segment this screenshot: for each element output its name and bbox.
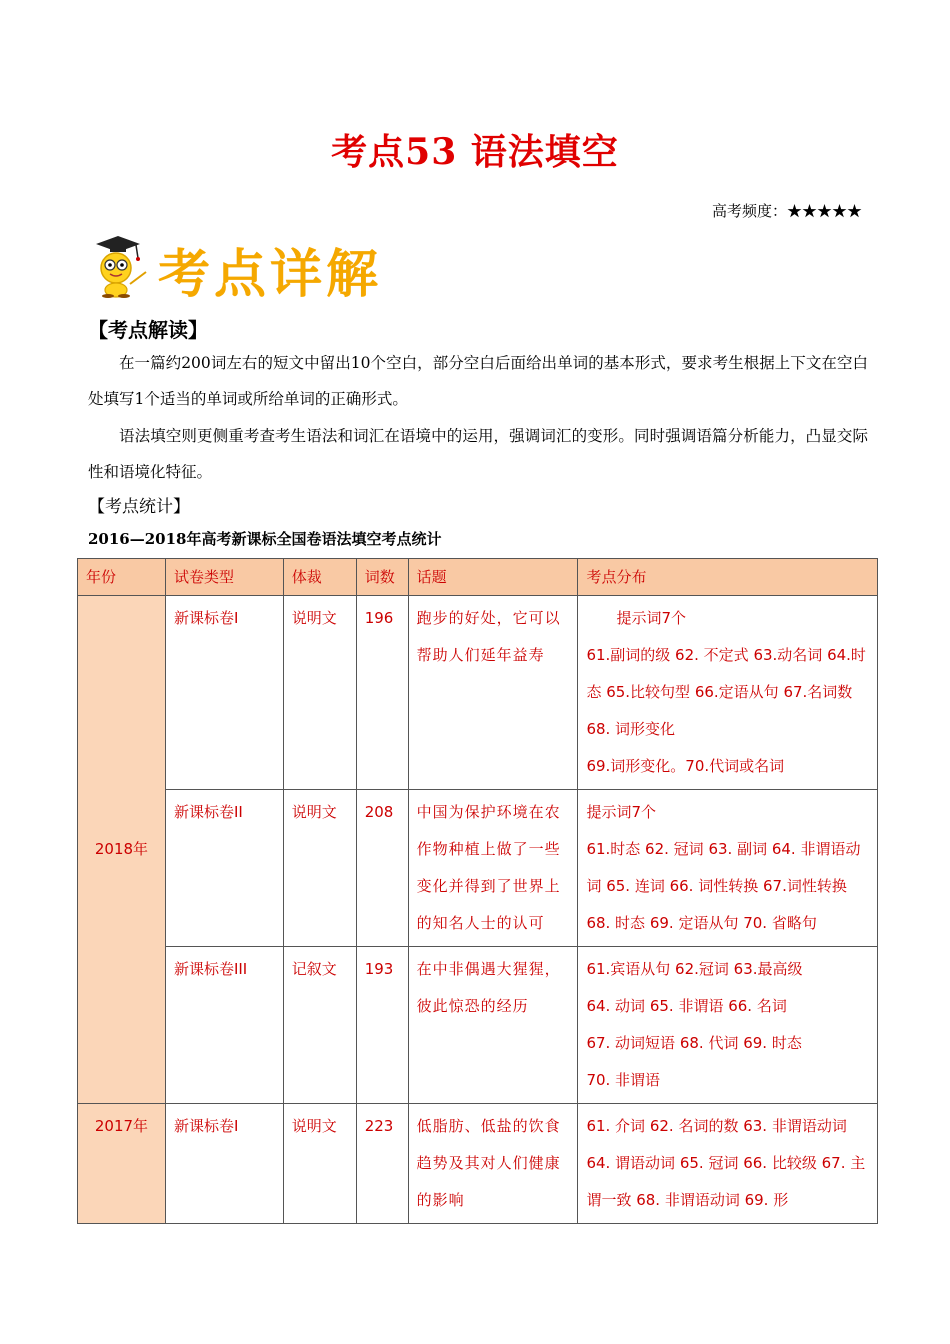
paragraph-2: 语法填空则更侧重考查考生语法和词汇在语境中的运用，强调词汇的变形。同时强调语篇分析能力，凸显交际性和语境化特征。 xyxy=(88,427,868,481)
header-genre: 体裁 xyxy=(283,559,356,596)
table-title: 2016—2018年高考新课标全国卷语法填空考点统计 xyxy=(88,530,442,548)
year-cell-2017: 2017年 xyxy=(78,1104,166,1224)
header-points: 考点分布 xyxy=(578,559,878,596)
topic-cell: 低脂肪、低盐的饮食趋势及其对人们健康的影响 xyxy=(408,1104,578,1224)
table-row xyxy=(78,790,878,947)
frequency-label: 高考频度： xyxy=(711,202,787,220)
genre-cell: 记叙文 xyxy=(283,947,356,1104)
points-cell: 提示词7个 61.副词的级 62. 不定式 63.动名词 64.时态 65.比较句型 66.定语从句 67.名词数 68. 词形变化 69.词形变化。70.代词或名词 xyxy=(578,596,878,790)
words-cell: 193 xyxy=(356,947,408,1104)
header-year: 年份 xyxy=(78,559,166,596)
genre-cell: 说明文 xyxy=(283,596,356,790)
topic-cell: 跑步的好处，它可以帮助人们延年益寿 xyxy=(408,596,578,790)
year-cell-2018: 2018年 xyxy=(78,596,166,1104)
table-row xyxy=(78,1104,878,1224)
frequency-stars: ★★★★★ xyxy=(786,202,862,220)
page-title: 考点53 语法填空 xyxy=(331,131,619,173)
words-cell: 196 xyxy=(356,596,408,790)
paper-cell: 新课标卷I xyxy=(165,1104,283,1224)
topic-cell: 中国为保护环境在农作物种植上做了一些变化并得到了世界上的知名人士的认可 xyxy=(408,790,578,947)
section-heading-statistics: 【考点统计】 xyxy=(88,497,190,517)
points-cell: 提示词7个 61.时态 62. 冠词 63. 副词 64. 非谓语动词 65. 连词 66. 词性转换 67.词性转换 68. 时态 69. 定语从句 70. 省略句 xyxy=(578,790,878,947)
header-paper-type: 试卷类型 xyxy=(165,559,283,596)
header-topic: 话题 xyxy=(408,559,578,596)
words-cell: 223 xyxy=(356,1104,408,1224)
section-heading-interpretation: 【考点解读】 xyxy=(88,318,208,342)
points-cell: 61. 介词 62. 名词的数 63. 非谓语动词 64. 谓语动词 65. 冠词 66. 比较级 67. 主谓一致 68. 非谓语动词 69. 形 xyxy=(578,1104,878,1224)
section-banner xyxy=(88,232,388,305)
paper-cell: 新课标卷III xyxy=(165,947,283,1104)
paragraph-1: 在一篇约200词左右的短文中留出10个空白，部分空白后面给出单词的基本形式，要求考生根据上下文在空白处填写1个适当的单词或所给单词的正确形式。 xyxy=(88,354,868,408)
table-row xyxy=(78,947,878,1104)
banner-title: 考点详解 xyxy=(158,244,383,305)
topic-cell: 在中非偶遇大猩猩，彼此惊恐的经历 xyxy=(408,947,578,1104)
header-word-count: 词数 xyxy=(356,559,408,596)
paper-cell: 新课标卷I xyxy=(165,596,283,790)
paper-cell: 新课标卷II xyxy=(165,790,283,947)
statistics-table xyxy=(77,558,878,1224)
genre-cell: 说明文 xyxy=(283,1104,356,1224)
table-header-row xyxy=(78,559,878,596)
graduate-mascot-icon xyxy=(88,232,148,298)
points-cell: 61.宾语从句 62.冠词 63.最高级 64. 动词 65. 非谓语 66. 名词 67. 动词短语 68. 代词 69. 时态 70. 非谓语 xyxy=(578,947,878,1104)
frequency-rating xyxy=(712,200,862,221)
words-cell: 208 xyxy=(356,790,408,947)
genre-cell: 说明文 xyxy=(283,790,356,947)
table-row xyxy=(78,596,878,790)
